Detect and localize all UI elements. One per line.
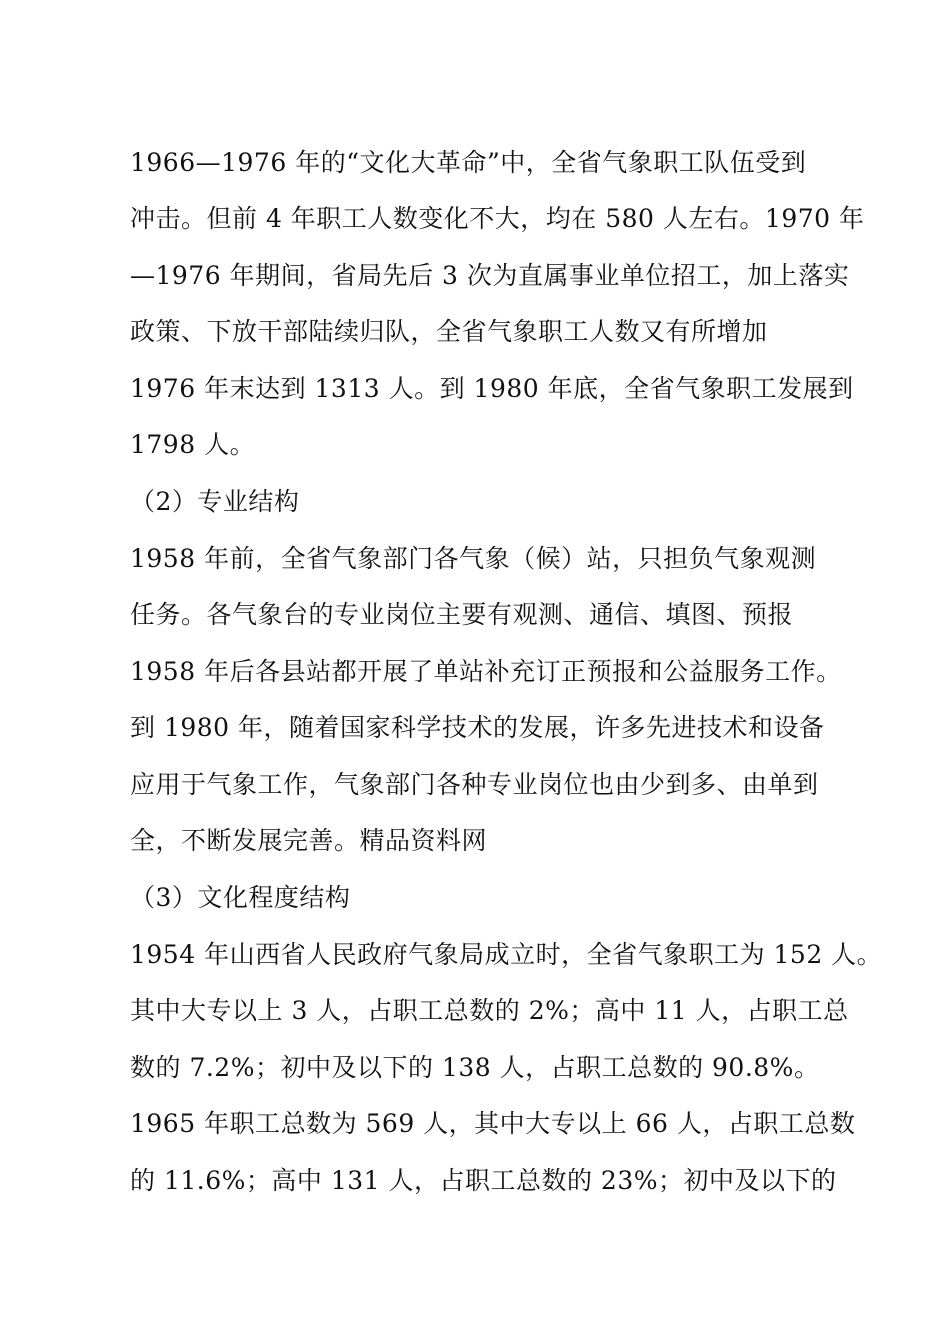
- paragraph-line: 1965 年职工总数为 569 人，其中大专以上 66 人，占职工总数: [130, 1109, 856, 1138]
- section-heading-education-structure: （3）文化程度结构: [130, 883, 351, 912]
- paragraph-line: 冲击。但前 4 年职工人数变化不大，均在 580 人左右。1970 年: [130, 204, 865, 233]
- paragraph-line: 1958 年前，全省气象部门各气象（候）站，只担负气象观测: [130, 544, 817, 573]
- paragraph-line: 政策、下放干部陆续归队，全省气象职工人数又有所增加: [130, 317, 768, 346]
- paragraph-line: 1976 年末达到 1313 人。到 1980 年底，全省气象职工发展到: [130, 374, 854, 403]
- paragraph-line: 应用于气象工作，气象部门各种专业岗位也由少到多、由单到: [130, 770, 819, 799]
- paragraph-line: 1954 年山西省人民政府气象局成立时，全省气象职工为 152 人。: [130, 940, 883, 969]
- paragraph-line: 的 11.6%；高中 131 人，占职工总数的 23%；初中及以下的: [130, 1166, 837, 1195]
- paragraph-line: 到 1980 年，随着国家科学技术的发展，许多先进技术和设备: [130, 713, 825, 742]
- paragraph-line: 全，不断发展完善。精品资料网: [130, 826, 488, 855]
- paragraph-line: 数的 7.2%；初中及以下的 138 人，占职工总数的 90.8%。: [130, 1053, 820, 1082]
- paragraph-line: —1976 年期间，省局先后 3 次为直属事业单位招工，加上落实: [130, 261, 850, 290]
- paragraph-line: 1798 人。: [130, 430, 256, 459]
- paragraph-line: 1958 年后各县站都开展了单站补充订正预报和公益服务工作。: [130, 657, 842, 686]
- paragraph-line: 1966—1976 年的“文化大革命”中，全省气象职工队伍受到: [130, 148, 807, 177]
- paragraph-line: 其中大专以上 3 人，占职工总数的 2%；高中 11 人，占职工总: [130, 996, 849, 1025]
- paragraph-line: 任务。各气象台的专业岗位主要有观测、通信、填图、预报: [130, 600, 794, 629]
- section-heading-professional-structure: （2）专业结构: [130, 487, 300, 516]
